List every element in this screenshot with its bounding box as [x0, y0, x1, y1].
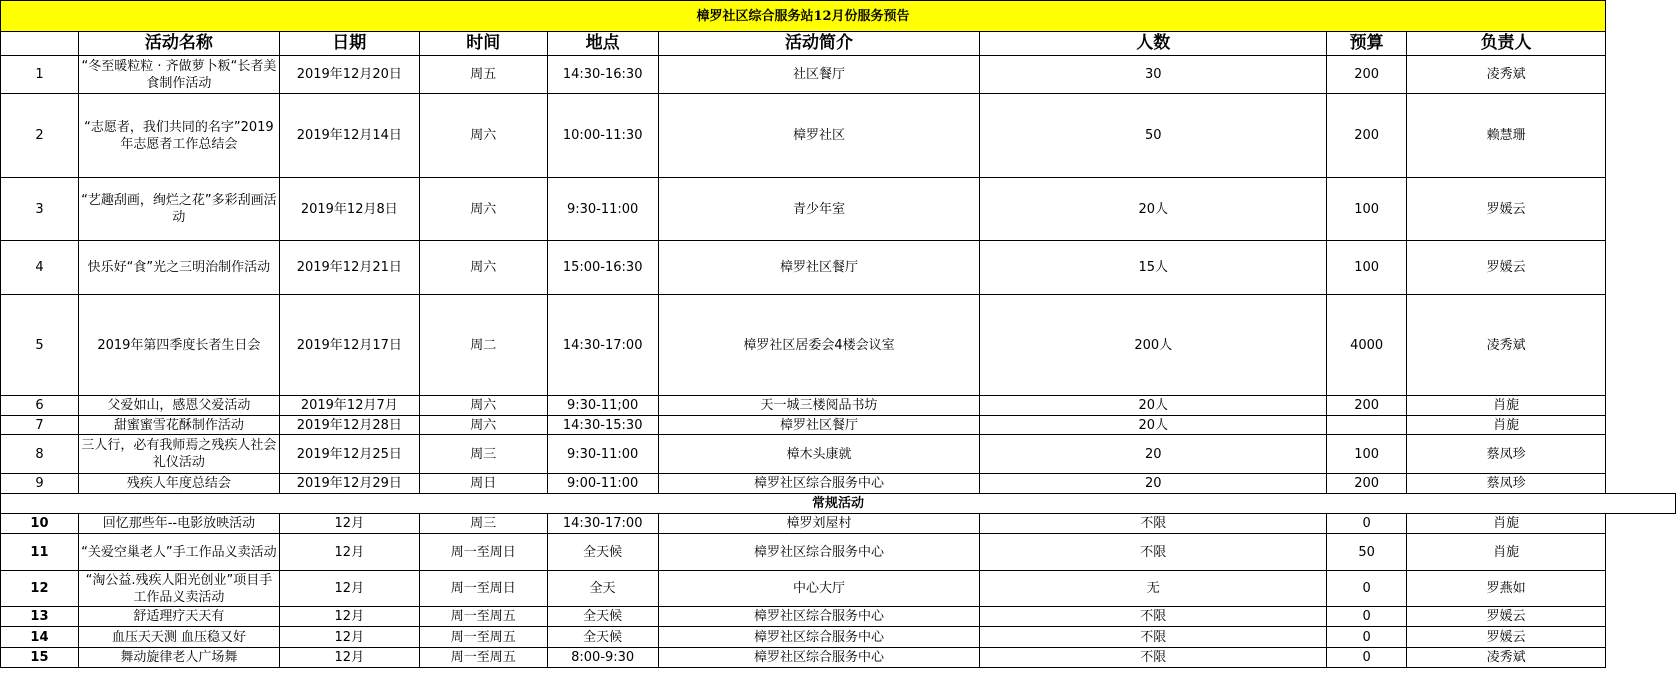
cell-intro[interactable]: 樟罗社区餐厅 [658, 241, 980, 295]
cell-no[interactable]: 10 [1, 514, 79, 534]
cell-name[interactable]: 舒适理疗天天有 [78, 607, 279, 627]
cell-place[interactable]: 全天 [547, 571, 658, 607]
cell-place[interactable]: 8:00-9:30 [547, 648, 658, 668]
cell-name[interactable]: 2019年第四季度长者生日会 [78, 295, 279, 396]
cell-intro[interactable]: 青少年室 [658, 178, 980, 241]
cell-time[interactable]: 周一至周五 [419, 648, 547, 668]
cell-budget[interactable]: 100 [1327, 435, 1407, 474]
cell-budget[interactable] [1327, 416, 1407, 435]
cell-budget[interactable]: 100 [1327, 178, 1407, 241]
header-cell-no[interactable] [1, 32, 79, 56]
cell-intro[interactable]: 社区餐厅 [658, 56, 980, 94]
table-row [1, 435, 1676, 474]
cell-place[interactable]: 14:30-16:30 [547, 56, 658, 94]
cell-place[interactable]: 全天候 [547, 607, 658, 627]
blank-cell [1606, 435, 1676, 474]
cell-time[interactable]: 周二 [419, 295, 547, 396]
cell-budget[interactable]: 0 [1327, 607, 1407, 627]
cell-name[interactable]: “志愿者，我们共同的名字”2019年志愿者工作总结会 [78, 94, 279, 178]
blank-cell [1606, 648, 1676, 668]
cell-no[interactable]: 1 [1, 56, 79, 94]
blank-cell [1606, 1, 1676, 32]
blank-cell [1606, 32, 1676, 56]
cell-time[interactable]: 周一至周日 [419, 534, 547, 571]
section-label[interactable]: 常规活动 [1, 494, 1676, 514]
header-cell-people[interactable]: 人数 [980, 32, 1327, 56]
cell-budget[interactable]: 200 [1327, 94, 1407, 178]
table-row [1, 416, 1676, 435]
table-row [1, 94, 1676, 178]
cell-name[interactable]: 快乐好“食”光之三明治制作活动 [78, 241, 279, 295]
blank-cell [1606, 474, 1676, 494]
cell-intro[interactable]: 樟罗社区综合服务中心 [658, 474, 980, 494]
table-row [1, 396, 1676, 416]
cell-place[interactable]: 14:30-17:00 [547, 295, 658, 396]
header-row [1, 32, 1676, 56]
cell-leader[interactable]: 罗燕如 [1407, 571, 1606, 607]
cell-intro[interactable]: 樟罗社区综合服务中心 [658, 534, 980, 571]
header-cell-date[interactable]: 日期 [279, 32, 419, 56]
cell-date[interactable]: 2019年12月8日 [279, 178, 419, 241]
cell-name[interactable]: 三人行，必有我师焉之残疾人社会礼仪活动 [78, 435, 279, 474]
cell-no[interactable]: 11 [1, 534, 79, 571]
table-row [1, 178, 1676, 241]
cell-date[interactable]: 2019年12月20日 [279, 56, 419, 94]
blank-cell [1606, 571, 1676, 607]
table-row [1, 474, 1676, 494]
cell-people[interactable]: 15人 [980, 241, 1327, 295]
cell-time[interactable]: 周五 [419, 56, 547, 94]
blank-cell [1606, 396, 1676, 416]
cell-name[interactable]: “关爱空巢老人”手工作品义卖活动 [78, 534, 279, 571]
cell-name[interactable]: 父爱如山，感恩父爱活动 [78, 396, 279, 416]
cell-people[interactable]: 20人 [980, 416, 1327, 435]
cell-no[interactable]: 13 [1, 607, 79, 627]
cell-name[interactable]: 甜蜜蜜雪花酥制作活动 [78, 416, 279, 435]
cell-leader[interactable]: 凌秀斌 [1407, 295, 1606, 396]
table-row [1, 514, 1676, 534]
header-cell-budget[interactable]: 预算 [1327, 32, 1407, 56]
cell-date[interactable]: 12月 [279, 534, 419, 571]
cell-no[interactable]: 2 [1, 94, 79, 178]
cell-leader[interactable]: 蔡凤珍 [1407, 474, 1606, 494]
cell-date[interactable]: 12月 [279, 607, 419, 627]
cell-people[interactable]: 200人 [980, 295, 1327, 396]
cell-place[interactable]: 9:00-11:00 [547, 474, 658, 494]
table-row [1, 648, 1676, 668]
cell-leader[interactable]: 蔡凤珍 [1407, 435, 1606, 474]
cell-name[interactable]: 残疾人年度总结会 [78, 474, 279, 494]
cell-name[interactable]: 血压天天测 血压稳又好 [78, 627, 279, 648]
cell-intro[interactable]: 樟罗社区 [658, 94, 980, 178]
cell-time[interactable]: 周六 [419, 178, 547, 241]
cell-place[interactable]: 全天候 [547, 627, 658, 648]
cell-leader[interactable]: 凌秀斌 [1407, 56, 1606, 94]
cell-budget[interactable]: 50 [1327, 534, 1407, 571]
cell-no[interactable]: 9 [1, 474, 79, 494]
table-row [1, 241, 1676, 295]
cell-time[interactable]: 周一至周五 [419, 627, 547, 648]
cell-people[interactable]: 不限 [980, 648, 1327, 668]
cell-people[interactable]: 20人 [980, 396, 1327, 416]
header-cell-intro[interactable]: 活动简介 [658, 32, 980, 56]
cell-intro[interactable]: 樟罗社区居委会4楼会议室 [658, 295, 980, 396]
cell-people[interactable]: 20 [980, 474, 1327, 494]
cell-no[interactable]: 3 [1, 178, 79, 241]
cell-people[interactable]: 20人 [980, 178, 1327, 241]
cell-place[interactable]: 14:30-17:00 [547, 514, 658, 534]
cell-leader[interactable]: 肖旎 [1407, 514, 1606, 534]
cell-place[interactable]: 15:00-16:30 [547, 241, 658, 295]
blank-cell [1606, 416, 1676, 435]
cell-budget[interactable]: 0 [1327, 571, 1407, 607]
cell-no[interactable]: 6 [1, 396, 79, 416]
cell-date[interactable]: 12月 [279, 627, 419, 648]
blank-cell [1606, 178, 1676, 241]
cell-place[interactable]: 9:30-11:00 [547, 178, 658, 241]
cell-time[interactable]: 周三 [419, 514, 547, 534]
cell-people[interactable]: 不限 [980, 514, 1327, 534]
cell-budget[interactable]: 0 [1327, 627, 1407, 648]
cell-time[interactable]: 周六 [419, 416, 547, 435]
cell-date[interactable]: 12月 [279, 571, 419, 607]
cell-intro[interactable]: 樟罗社区综合服务中心 [658, 627, 980, 648]
cell-budget[interactable]: 4000 [1327, 295, 1407, 396]
cell-date[interactable]: 2019年12月14日 [279, 94, 419, 178]
cell-leader[interactable]: 凌秀斌 [1407, 648, 1606, 668]
cell-name[interactable]: “冬至暖粒粒 · 齐做萝卜粄“长者美食制作活动 [78, 56, 279, 94]
cell-people[interactable]: 不限 [980, 607, 1327, 627]
section-row [1, 494, 1676, 514]
cell-intro[interactable]: 樟罗刘屋村 [658, 514, 980, 534]
cell-leader[interactable]: 罗媛云 [1407, 241, 1606, 295]
header-cell-place[interactable]: 地点 [547, 32, 658, 56]
cell-budget[interactable]: 0 [1327, 648, 1407, 668]
table-row [1, 534, 1676, 571]
cell-time[interactable]: 周六 [419, 241, 547, 295]
cell-people[interactable]: 30 [980, 56, 1327, 94]
cell-place[interactable]: 9:30-11:00 [547, 435, 658, 474]
cell-leader[interactable]: 肖旎 [1407, 416, 1606, 435]
cell-leader[interactable]: 罗媛云 [1407, 627, 1606, 648]
cell-time[interactable]: 周一至周日 [419, 571, 547, 607]
cell-time[interactable]: 周三 [419, 435, 547, 474]
blank-cell [1606, 607, 1676, 627]
cell-budget[interactable]: 200 [1327, 396, 1407, 416]
cell-budget[interactable]: 200 [1327, 474, 1407, 494]
cell-time[interactable]: 周六 [419, 396, 547, 416]
cell-no[interactable]: 8 [1, 435, 79, 474]
cell-date[interactable]: 2019年12月7月 [279, 396, 419, 416]
title-row [1, 1, 1676, 32]
cell-place[interactable]: 10:00-11:30 [547, 94, 658, 178]
cell-people[interactable]: 不限 [980, 627, 1327, 648]
blank-cell [1606, 627, 1676, 648]
cell-name[interactable]: 回忆那些年--电影放映活动 [78, 514, 279, 534]
table-row [1, 56, 1676, 94]
cell-people[interactable]: 50 [980, 94, 1327, 178]
cell-no[interactable]: 7 [1, 416, 79, 435]
cell-date[interactable]: 2019年12月28日 [279, 416, 419, 435]
cell-place[interactable]: 全天候 [547, 534, 658, 571]
header-cell-leader[interactable]: 负责人 [1407, 32, 1606, 56]
blank-cell [1606, 94, 1676, 178]
table-row [1, 571, 1676, 607]
sheet-title[interactable]: 樟罗社区综合服务站12月份服务预告 [1, 1, 1606, 32]
cell-budget[interactable]: 100 [1327, 241, 1407, 295]
cell-budget[interactable]: 0 [1327, 514, 1407, 534]
cell-time[interactable]: 周日 [419, 474, 547, 494]
cell-leader[interactable]: 赖慧珊 [1407, 94, 1606, 178]
blank-cell [1606, 534, 1676, 571]
cell-people[interactable]: 20 [980, 435, 1327, 474]
blank-cell [1606, 56, 1676, 94]
cell-no[interactable]: 15 [1, 648, 79, 668]
cell-date[interactable]: 2019年12月17日 [279, 295, 419, 396]
cell-intro[interactable]: 天一城三楼阅品书坊 [658, 396, 980, 416]
cell-date[interactable]: 12月 [279, 648, 419, 668]
blank-cell [1606, 514, 1676, 534]
header-cell-name[interactable]: 活动名称 [78, 32, 279, 56]
cell-place[interactable]: 14:30-15:30 [547, 416, 658, 435]
cell-no[interactable]: 4 [1, 241, 79, 295]
cell-intro[interactable]: 中心大厅 [658, 571, 980, 607]
cell-budget[interactable]: 200 [1327, 56, 1407, 94]
cell-intro[interactable]: 樟罗社区餐厅 [658, 416, 980, 435]
regular-rows [1, 514, 1676, 668]
cell-date[interactable]: 2019年12月29日 [279, 474, 419, 494]
cell-date[interactable]: 12月 [279, 514, 419, 534]
activity-rows [1, 56, 1676, 494]
cell-time[interactable]: 周一至周五 [419, 607, 547, 627]
cell-intro[interactable]: 樟木头康就 [658, 435, 980, 474]
cell-name[interactable]: 舞动旋律老人广场舞 [78, 648, 279, 668]
cell-leader[interactable]: 肖旎 [1407, 534, 1606, 571]
cell-intro[interactable]: 樟罗社区综合服务中心 [658, 607, 980, 627]
cell-name[interactable]: “艺趣刮画，绚烂之花”多彩刮画活动 [78, 178, 279, 241]
cell-date[interactable]: 2019年12月25日 [279, 435, 419, 474]
cell-people[interactable]: 不限 [980, 534, 1327, 571]
cell-leader[interactable]: 肖旎 [1407, 396, 1606, 416]
table-row [1, 607, 1676, 627]
blank-cell [1606, 241, 1676, 295]
cell-leader[interactable]: 罗媛云 [1407, 607, 1606, 627]
blank-cell [1606, 295, 1676, 396]
cell-place[interactable]: 9:30-11;00 [547, 396, 658, 416]
cell-no[interactable]: 12 [1, 571, 79, 607]
cell-no[interactable]: 5 [1, 295, 79, 396]
header-cell-time[interactable]: 时间 [419, 32, 547, 56]
cell-people[interactable]: 无 [980, 571, 1327, 607]
cell-time[interactable]: 周六 [419, 94, 547, 178]
cell-name[interactable]: “淘公益.残疾人阳光创业”项目手工作品义卖活动 [78, 571, 279, 607]
cell-date[interactable]: 2019年12月21日 [279, 241, 419, 295]
table-row [1, 295, 1676, 396]
table-row [1, 627, 1676, 648]
cell-leader[interactable]: 罗媛云 [1407, 178, 1606, 241]
cell-no[interactable]: 14 [1, 627, 79, 648]
cell-intro[interactable]: 樟罗社区综合服务中心 [658, 648, 980, 668]
